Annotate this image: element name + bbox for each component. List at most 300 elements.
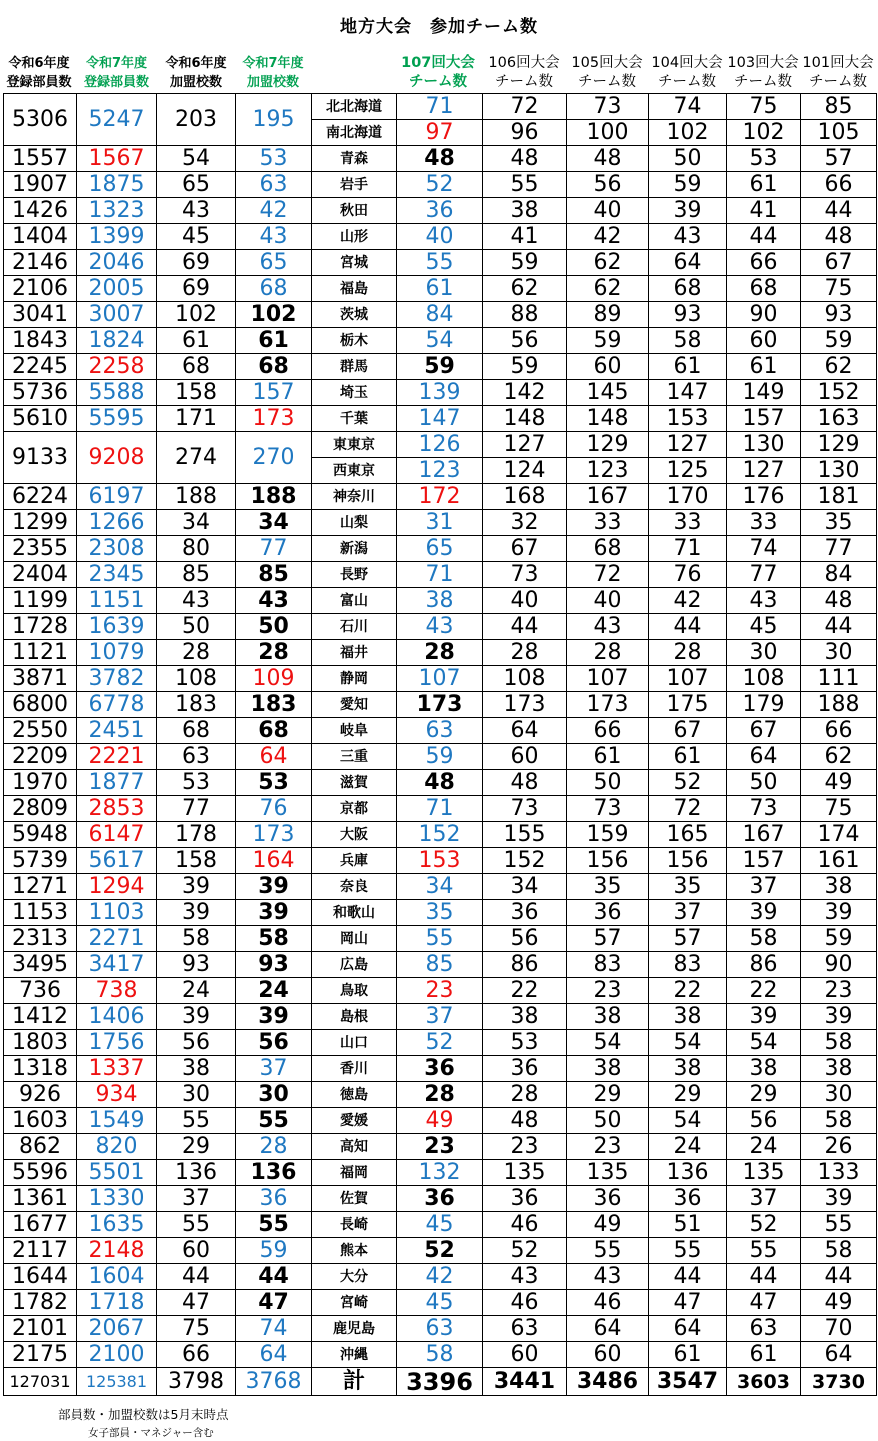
r6-members-cell: 1644 (4, 1264, 77, 1290)
teams-103-cell: 68 (727, 276, 801, 302)
r7-schools-cell: 28 (236, 1134, 312, 1160)
teams-105-cell: 38 (567, 1004, 649, 1030)
prefecture-cell: 千葉 (312, 406, 397, 432)
r7-schools-cell: 173 (236, 406, 312, 432)
r6-members-cell: 1153 (4, 900, 77, 926)
r6-members-cell: 2313 (4, 926, 77, 952)
teams-104-cell: 37 (649, 900, 727, 926)
teams-106-cell: 63 (483, 1316, 567, 1342)
table-row (4, 328, 877, 354)
r7-members-cell: 2345 (77, 562, 157, 588)
teams-104-cell: 54 (649, 1108, 727, 1134)
r7-schools-cell: 55 (236, 1108, 312, 1134)
prefecture-cell: 沖縄 (312, 1342, 397, 1368)
teams-103-cell: 38 (727, 1056, 801, 1082)
teams-101-cell: 163 (801, 406, 877, 432)
teams-104-cell: 55 (649, 1238, 727, 1264)
teams-104-cell: 58 (649, 328, 727, 354)
r7-members-cell: 5595 (77, 406, 157, 432)
r6-schools-cell: 28 (157, 640, 236, 666)
teams-107-cell: 28 (397, 640, 483, 666)
teams-101-cell: 38 (801, 1056, 877, 1082)
teams-101-cell: 38 (801, 874, 877, 900)
header-r6-members: 令和6年度 登録部員数 (6, 56, 72, 90)
teams-106-cell: 22 (483, 978, 567, 1004)
total-r6-schools: 3798 (157, 1368, 236, 1396)
total-103: 3603 (727, 1368, 801, 1396)
table-row (4, 952, 877, 978)
teams-104-cell: 29 (649, 1082, 727, 1108)
table-row (4, 536, 877, 562)
teams-103-cell: 41 (727, 198, 801, 224)
teams-101-cell: 58 (801, 1108, 877, 1134)
r6-members-cell: 2209 (4, 744, 77, 770)
teams-107-cell: 172 (397, 484, 483, 510)
team-count-table (3, 93, 877, 1396)
r7-schools-cell: 39 (236, 874, 312, 900)
table-row (4, 1316, 877, 1342)
r7-members-cell: 2271 (77, 926, 157, 952)
table-row (4, 1030, 877, 1056)
teams-107-cell: 63 (397, 1316, 483, 1342)
table-row (4, 250, 877, 276)
teams-101-cell: 39 (801, 1186, 877, 1212)
header-r6-schools: 令和6年度 加盟校数 (165, 56, 227, 90)
teams-104-cell: 39 (649, 198, 727, 224)
r6-schools-cell: 69 (157, 250, 236, 276)
teams-101-cell: 111 (801, 666, 877, 692)
prefecture-cell: 奈良 (312, 874, 397, 900)
teams-107-cell: 42 (397, 1264, 483, 1290)
teams-104-cell: 127 (649, 432, 727, 458)
r6-members-cell: 1271 (4, 874, 77, 900)
teams-104-cell: 52 (649, 770, 727, 796)
teams-104-cell: 36 (649, 1186, 727, 1212)
teams-105-cell: 64 (567, 1316, 649, 1342)
table-row (4, 1238, 877, 1264)
teams-101-cell: 77 (801, 536, 877, 562)
teams-101-cell: 39 (801, 1004, 877, 1030)
teams-103-cell: 39 (727, 900, 801, 926)
teams-103-cell: 64 (727, 744, 801, 770)
prefecture-cell: 広島 (312, 952, 397, 978)
teams-103-cell: 61 (727, 354, 801, 380)
teams-101-cell: 105 (801, 120, 877, 146)
r6-schools-cell: 54 (157, 146, 236, 172)
r6-members-cell: 2106 (4, 276, 77, 302)
teams-106-cell: 46 (483, 1290, 567, 1316)
r6-schools-cell: 171 (157, 406, 236, 432)
r6-members-cell: 1404 (4, 224, 77, 250)
teams-105-cell: 73 (567, 796, 649, 822)
teams-105-cell: 148 (567, 406, 649, 432)
teams-107-cell: 45 (397, 1212, 483, 1238)
teams-103-cell: 90 (727, 302, 801, 328)
teams-101-cell: 181 (801, 484, 877, 510)
r7-members-cell: 1399 (77, 224, 157, 250)
prefecture-cell: 兵庫 (312, 848, 397, 874)
teams-106-cell: 135 (483, 1160, 567, 1186)
r6-schools-cell: 63 (157, 744, 236, 770)
page-title: 地方大会 参加チーム数 (340, 17, 538, 37)
teams-101-cell: 55 (801, 1212, 877, 1238)
header-105-teams: 105回大会 チーム数 (571, 55, 643, 90)
teams-107-cell: 36 (397, 1186, 483, 1212)
r7-members-cell: 1103 (77, 900, 157, 926)
teams-103-cell: 61 (727, 172, 801, 198)
teams-105-cell: 57 (567, 926, 649, 952)
teams-106-cell: 142 (483, 380, 567, 406)
r7-members-cell: 9208 (77, 432, 157, 484)
prefecture-cell: 大阪 (312, 822, 397, 848)
table-row (4, 796, 877, 822)
r7-schools-cell: 195 (236, 94, 312, 146)
teams-106-cell: 55 (483, 172, 567, 198)
teams-104-cell: 44 (649, 614, 727, 640)
teams-106-cell: 52 (483, 1238, 567, 1264)
prefecture-cell: 岡山 (312, 926, 397, 952)
r7-schools-cell: 68 (236, 276, 312, 302)
r6-members-cell: 2550 (4, 718, 77, 744)
r7-schools-cell: 85 (236, 562, 312, 588)
teams-101-cell: 161 (801, 848, 877, 874)
prefecture-cell: 石川 (312, 614, 397, 640)
teams-101-cell: 130 (801, 458, 877, 484)
prefecture-cell: 青森 (312, 146, 397, 172)
r7-members-cell: 6778 (77, 692, 157, 718)
r6-schools-cell: 55 (157, 1108, 236, 1134)
r6-schools-cell: 80 (157, 536, 236, 562)
teams-104-cell: 22 (649, 978, 727, 1004)
teams-105-cell: 72 (567, 562, 649, 588)
r7-schools-cell: 30 (236, 1082, 312, 1108)
table-row (4, 1004, 877, 1030)
teams-107-cell: 31 (397, 510, 483, 536)
r6-schools-cell: 274 (157, 432, 236, 484)
table-row (4, 94, 877, 120)
teams-106-cell: 152 (483, 848, 567, 874)
teams-104-cell: 125 (649, 458, 727, 484)
teams-106-cell: 43 (483, 1264, 567, 1290)
table-row (4, 666, 877, 692)
r7-schools-cell: 53 (236, 770, 312, 796)
r6-schools-cell: 93 (157, 952, 236, 978)
total-106: 3441 (483, 1368, 567, 1396)
teams-101-cell: 35 (801, 510, 877, 536)
teams-101-cell: 49 (801, 770, 877, 796)
r6-schools-cell: 39 (157, 874, 236, 900)
teams-101-cell: 70 (801, 1316, 877, 1342)
r6-schools-cell: 58 (157, 926, 236, 952)
teams-106-cell: 28 (483, 640, 567, 666)
teams-106-cell: 72 (483, 94, 567, 120)
r7-schools-cell: 64 (236, 1342, 312, 1368)
teams-104-cell: 67 (649, 718, 727, 744)
teams-103-cell: 77 (727, 562, 801, 588)
teams-101-cell: 44 (801, 1264, 877, 1290)
teams-103-cell: 22 (727, 978, 801, 1004)
r7-schools-cell: 77 (236, 536, 312, 562)
prefecture-cell: 宮崎 (312, 1290, 397, 1316)
table-row (4, 822, 877, 848)
prefecture-cell: 宮城 (312, 250, 397, 276)
teams-105-cell: 50 (567, 770, 649, 796)
r7-members-cell: 1604 (77, 1264, 157, 1290)
r7-schools-cell: 109 (236, 666, 312, 692)
table-row (4, 510, 877, 536)
r7-schools-cell: 42 (236, 198, 312, 224)
teams-107-cell: 63 (397, 718, 483, 744)
r7-schools-cell: 157 (236, 380, 312, 406)
teams-103-cell: 30 (727, 640, 801, 666)
r7-members-cell: 1151 (77, 588, 157, 614)
teams-104-cell: 59 (649, 172, 727, 198)
prefecture-cell: 埼玉 (312, 380, 397, 406)
r7-members-cell: 1294 (77, 874, 157, 900)
teams-105-cell: 89 (567, 302, 649, 328)
r6-members-cell: 5739 (4, 848, 77, 874)
teams-101-cell: 23 (801, 978, 877, 1004)
r6-members-cell: 1803 (4, 1030, 77, 1056)
r7-schools-cell: 183 (236, 692, 312, 718)
total-101: 3730 (801, 1368, 877, 1396)
teams-101-cell: 66 (801, 172, 877, 198)
teams-104-cell: 43 (649, 224, 727, 250)
table-row (4, 692, 877, 718)
teams-107-cell: 54 (397, 328, 483, 354)
r6-schools-cell: 43 (157, 198, 236, 224)
teams-103-cell: 86 (727, 952, 801, 978)
r6-members-cell: 2404 (4, 562, 77, 588)
table-row (4, 380, 877, 406)
teams-101-cell: 30 (801, 640, 877, 666)
total-104: 3547 (649, 1368, 727, 1396)
r6-schools-cell: 47 (157, 1290, 236, 1316)
r6-schools-cell: 102 (157, 302, 236, 328)
r6-schools-cell: 24 (157, 978, 236, 1004)
teams-107-cell: 147 (397, 406, 483, 432)
r6-schools-cell: 60 (157, 1238, 236, 1264)
teams-103-cell: 54 (727, 1030, 801, 1056)
teams-106-cell: 36 (483, 900, 567, 926)
r7-members-cell: 934 (77, 1082, 157, 1108)
r6-members-cell: 2146 (4, 250, 77, 276)
teams-105-cell: 61 (567, 744, 649, 770)
r7-members-cell: 738 (77, 978, 157, 1004)
teams-103-cell: 130 (727, 432, 801, 458)
r7-schools-cell: 39 (236, 1004, 312, 1030)
prefecture-cell: 岩手 (312, 172, 397, 198)
teams-101-cell: 129 (801, 432, 877, 458)
teams-104-cell: 33 (649, 510, 727, 536)
r7-schools-cell: 173 (236, 822, 312, 848)
table-row (4, 718, 877, 744)
teams-103-cell: 24 (727, 1134, 801, 1160)
teams-103-cell: 135 (727, 1160, 801, 1186)
r7-members-cell: 1875 (77, 172, 157, 198)
teams-107-cell: 35 (397, 900, 483, 926)
prefecture-cell: 京都 (312, 796, 397, 822)
teams-101-cell: 152 (801, 380, 877, 406)
teams-101-cell: 93 (801, 302, 877, 328)
r7-members-cell: 1877 (77, 770, 157, 796)
teams-103-cell: 37 (727, 1186, 801, 1212)
r6-schools-cell: 158 (157, 848, 236, 874)
table-row (4, 1186, 877, 1212)
teams-106-cell: 108 (483, 666, 567, 692)
teams-104-cell: 24 (649, 1134, 727, 1160)
teams-107-cell: 132 (397, 1160, 483, 1186)
table-row (4, 744, 877, 770)
teams-104-cell: 35 (649, 874, 727, 900)
teams-105-cell: 145 (567, 380, 649, 406)
teams-103-cell: 44 (727, 1264, 801, 1290)
teams-101-cell: 59 (801, 926, 877, 952)
r6-members-cell: 2245 (4, 354, 77, 380)
teams-105-cell: 40 (567, 198, 649, 224)
teams-105-cell: 73 (567, 94, 649, 120)
total-row (4, 1368, 877, 1396)
table-row (4, 198, 877, 224)
r6-schools-cell: 203 (157, 94, 236, 146)
table-row (4, 848, 877, 874)
r7-schools-cell: 43 (236, 588, 312, 614)
r6-schools-cell: 85 (157, 562, 236, 588)
teams-105-cell: 35 (567, 874, 649, 900)
teams-105-cell: 43 (567, 614, 649, 640)
prefecture-cell: 秋田 (312, 198, 397, 224)
r7-members-cell: 1824 (77, 328, 157, 354)
teams-105-cell: 55 (567, 1238, 649, 1264)
r6-members-cell: 5736 (4, 380, 77, 406)
teams-104-cell: 175 (649, 692, 727, 718)
r7-schools-cell: 102 (236, 302, 312, 328)
r7-members-cell: 6197 (77, 484, 157, 510)
r7-members-cell: 5501 (77, 1160, 157, 1186)
teams-106-cell: 34 (483, 874, 567, 900)
r7-members-cell: 5617 (77, 848, 157, 874)
table-row (4, 640, 877, 666)
teams-104-cell: 102 (649, 120, 727, 146)
teams-103-cell: 179 (727, 692, 801, 718)
teams-104-cell: 57 (649, 926, 727, 952)
r7-schools-cell: 43 (236, 224, 312, 250)
teams-105-cell: 107 (567, 666, 649, 692)
teams-101-cell: 85 (801, 94, 877, 120)
teams-103-cell: 176 (727, 484, 801, 510)
prefecture-cell: 大分 (312, 1264, 397, 1290)
r6-schools-cell: 37 (157, 1186, 236, 1212)
teams-107-cell: 55 (397, 926, 483, 952)
teams-104-cell: 74 (649, 94, 727, 120)
teams-107-cell: 84 (397, 302, 483, 328)
teams-105-cell: 62 (567, 250, 649, 276)
teams-101-cell: 30 (801, 1082, 877, 1108)
teams-107-cell: 36 (397, 1056, 483, 1082)
teams-106-cell: 67 (483, 536, 567, 562)
teams-105-cell: 29 (567, 1082, 649, 1108)
r7-members-cell: 2451 (77, 718, 157, 744)
teams-106-cell: 28 (483, 1082, 567, 1108)
r7-schools-cell: 64 (236, 744, 312, 770)
r6-schools-cell: 188 (157, 484, 236, 510)
r6-schools-cell: 39 (157, 1004, 236, 1030)
teams-105-cell: 48 (567, 146, 649, 172)
r7-schools-cell: 93 (236, 952, 312, 978)
r7-schools-cell: 76 (236, 796, 312, 822)
teams-104-cell: 147 (649, 380, 727, 406)
prefecture-cell: 山形 (312, 224, 397, 250)
table-row (4, 406, 877, 432)
teams-107-cell: 34 (397, 874, 483, 900)
r6-schools-cell: 183 (157, 692, 236, 718)
table-row (4, 1108, 877, 1134)
teams-104-cell: 93 (649, 302, 727, 328)
table-row (4, 276, 877, 302)
teams-106-cell: 56 (483, 328, 567, 354)
r6-members-cell: 1318 (4, 1056, 77, 1082)
r7-schools-cell: 188 (236, 484, 312, 510)
teams-107-cell: 173 (397, 692, 483, 718)
prefecture-cell: 鹿児島 (312, 1316, 397, 1342)
table-row (4, 1264, 877, 1290)
r6-members-cell: 1782 (4, 1290, 77, 1316)
teams-107-cell: 38 (397, 588, 483, 614)
prefecture-cell: 福島 (312, 276, 397, 302)
teams-106-cell: 124 (483, 458, 567, 484)
teams-103-cell: 53 (727, 146, 801, 172)
teams-107-cell: 40 (397, 224, 483, 250)
r6-schools-cell: 38 (157, 1056, 236, 1082)
table-body (4, 94, 877, 1396)
r6-schools-cell: 68 (157, 718, 236, 744)
teams-107-cell: 48 (397, 146, 483, 172)
teams-101-cell: 59 (801, 328, 877, 354)
r6-members-cell: 3871 (4, 666, 77, 692)
teams-101-cell: 58 (801, 1030, 877, 1056)
teams-106-cell: 46 (483, 1212, 567, 1238)
teams-104-cell: 38 (649, 1056, 727, 1082)
teams-107-cell: 52 (397, 1238, 483, 1264)
teams-106-cell: 48 (483, 770, 567, 796)
r7-members-cell: 3417 (77, 952, 157, 978)
teams-104-cell: 28 (649, 640, 727, 666)
teams-104-cell: 68 (649, 276, 727, 302)
teams-101-cell: 90 (801, 952, 877, 978)
teams-107-cell: 65 (397, 536, 483, 562)
teams-105-cell: 68 (567, 536, 649, 562)
r7-members-cell: 2100 (77, 1342, 157, 1368)
prefecture-cell: 静岡 (312, 666, 397, 692)
prefecture-cell: 島根 (312, 1004, 397, 1030)
teams-101-cell: 39 (801, 900, 877, 926)
r7-schools-cell: 61 (236, 328, 312, 354)
teams-107-cell: 71 (397, 796, 483, 822)
header-103-teams: 103回大会 チーム数 (727, 55, 799, 90)
teams-105-cell: 36 (567, 900, 649, 926)
teams-101-cell: 66 (801, 718, 877, 744)
teams-103-cell: 75 (727, 94, 801, 120)
prefecture-cell: 茨城 (312, 302, 397, 328)
teams-103-cell: 55 (727, 1238, 801, 1264)
teams-107-cell: 55 (397, 250, 483, 276)
teams-107-cell: 37 (397, 1004, 483, 1030)
prefecture-cell: 福井 (312, 640, 397, 666)
teams-103-cell: 33 (727, 510, 801, 536)
teams-104-cell: 38 (649, 1004, 727, 1030)
teams-106-cell: 32 (483, 510, 567, 536)
table-row (4, 146, 877, 172)
